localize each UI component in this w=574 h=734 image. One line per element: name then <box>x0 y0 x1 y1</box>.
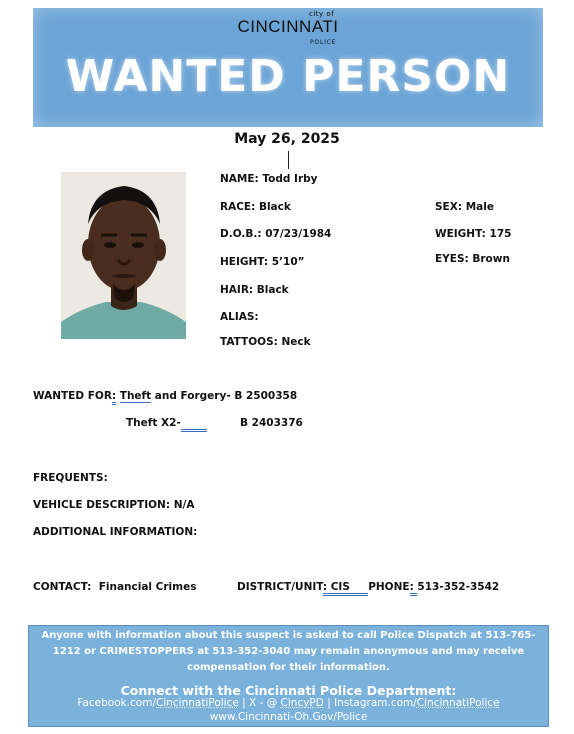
eyes-value: Brown <box>472 253 510 265</box>
hair-value: Black <box>256 284 289 296</box>
logo-police: POLICE <box>310 39 337 46</box>
charge-theft: Theft <box>119 390 152 402</box>
tattoos-value: Neck <box>281 336 311 348</box>
alias-label: ALIAS: <box>220 311 259 323</box>
name-value: Todd Irby <box>262 173 318 185</box>
charge-2-line <box>126 417 207 432</box>
eyes-label: EYES: <box>435 253 469 265</box>
district-label: DISTRICT/UNIT <box>237 581 323 593</box>
race-value: Black <box>258 201 291 213</box>
wanted-for-line <box>33 390 297 402</box>
x-prefix: | X - @ <box>238 697 281 709</box>
tattoos-field <box>220 336 311 348</box>
dob-value: 07/23/1984 <box>265 228 332 240</box>
alias-field <box>220 311 259 323</box>
contact-label: CONTACT: <box>33 581 92 593</box>
vehicle-label: VEHICLE DESCRIPTION: <box>33 499 171 511</box>
contact-field <box>33 581 196 593</box>
weight-value: 175 <box>489 228 512 240</box>
footer-social-links <box>29 697 548 709</box>
dob-label: D.O.B.: <box>220 228 262 240</box>
wanted-for-label: WANTED FOR <box>33 390 112 402</box>
hair-label: HAIR: <box>220 284 254 296</box>
sex-label: SEX: <box>435 201 463 213</box>
race-field <box>220 201 291 213</box>
district-value: CIS <box>330 581 350 593</box>
footer-connect-heading: Connect with the Cincinnati Police Department: <box>120 683 457 698</box>
phone-colon: : <box>410 581 418 596</box>
phone-value: 513-352-3542 <box>417 581 500 593</box>
weight-label: WEIGHT: <box>435 228 486 240</box>
contact-value: Financial Crimes <box>98 581 197 593</box>
frequents-label: FREQUENTS: <box>33 472 108 484</box>
district-value-wrap: : CIS <box>323 581 368 596</box>
logo-city-of: city of <box>309 10 335 18</box>
page-title: WANTED PERSON <box>65 51 511 102</box>
footer-message: Anyone with information about this suspect is asked to call Police Dispatch at 513-765-1212 or CRIMESTOPPERS at 513-352-3040 may remain anonymous and may receive compensation for their information. <box>41 630 536 673</box>
race-label: RACE: <box>220 201 256 213</box>
footer-box <box>28 625 549 727</box>
header-banner <box>33 8 543 127</box>
charge-2-blank <box>181 417 207 432</box>
weight-field <box>435 228 511 240</box>
sex-value: Male <box>465 201 494 213</box>
height-field <box>220 256 305 268</box>
vehicle-value: N/A <box>173 499 195 511</box>
text-cursor <box>288 151 289 169</box>
instagram-prefix: | Instagram.com/ <box>323 697 417 709</box>
vehicle-field <box>33 499 194 511</box>
hair-field <box>220 284 289 296</box>
charge-2-case: B 2403376 <box>240 417 303 429</box>
height-value: 5’10” <box>271 256 305 268</box>
suspect-photo-image <box>61 172 186 339</box>
sex-field <box>435 201 494 213</box>
dob-field <box>220 228 331 240</box>
suspect-photo <box>61 172 186 339</box>
facebook-prefix: Facebook.com/ <box>77 697 156 709</box>
district-phone-line <box>237 581 499 593</box>
facebook-link[interactable]: CincinnatiPolice <box>156 697 239 709</box>
logo-cincinnati: CINCINNATI <box>237 17 339 36</box>
charge-forgery: and Forgery- B 2500358 <box>151 390 298 402</box>
instagram-link[interactable]: CincinnatiPolice <box>416 697 500 709</box>
eyes-field <box>435 253 510 265</box>
tattoos-label: TATTOOS: <box>220 336 278 348</box>
name-field <box>220 173 318 185</box>
x-link[interactable]: CincyPD <box>280 697 324 709</box>
charge-theft-x2: Theft X2- <box>126 417 181 429</box>
bulletin-date: May 26, 2025 <box>234 131 340 147</box>
height-label: HEIGHT: <box>220 256 269 268</box>
phone-label: PHONE <box>368 581 410 593</box>
wanted-for-colon: : <box>112 390 116 405</box>
additional-info-label: ADDITIONAL INFORMATION: <box>33 526 198 538</box>
name-label: NAME: <box>220 173 259 185</box>
website-link[interactable]: www.Cincinnati-Oh.Gov/Police <box>209 711 368 723</box>
